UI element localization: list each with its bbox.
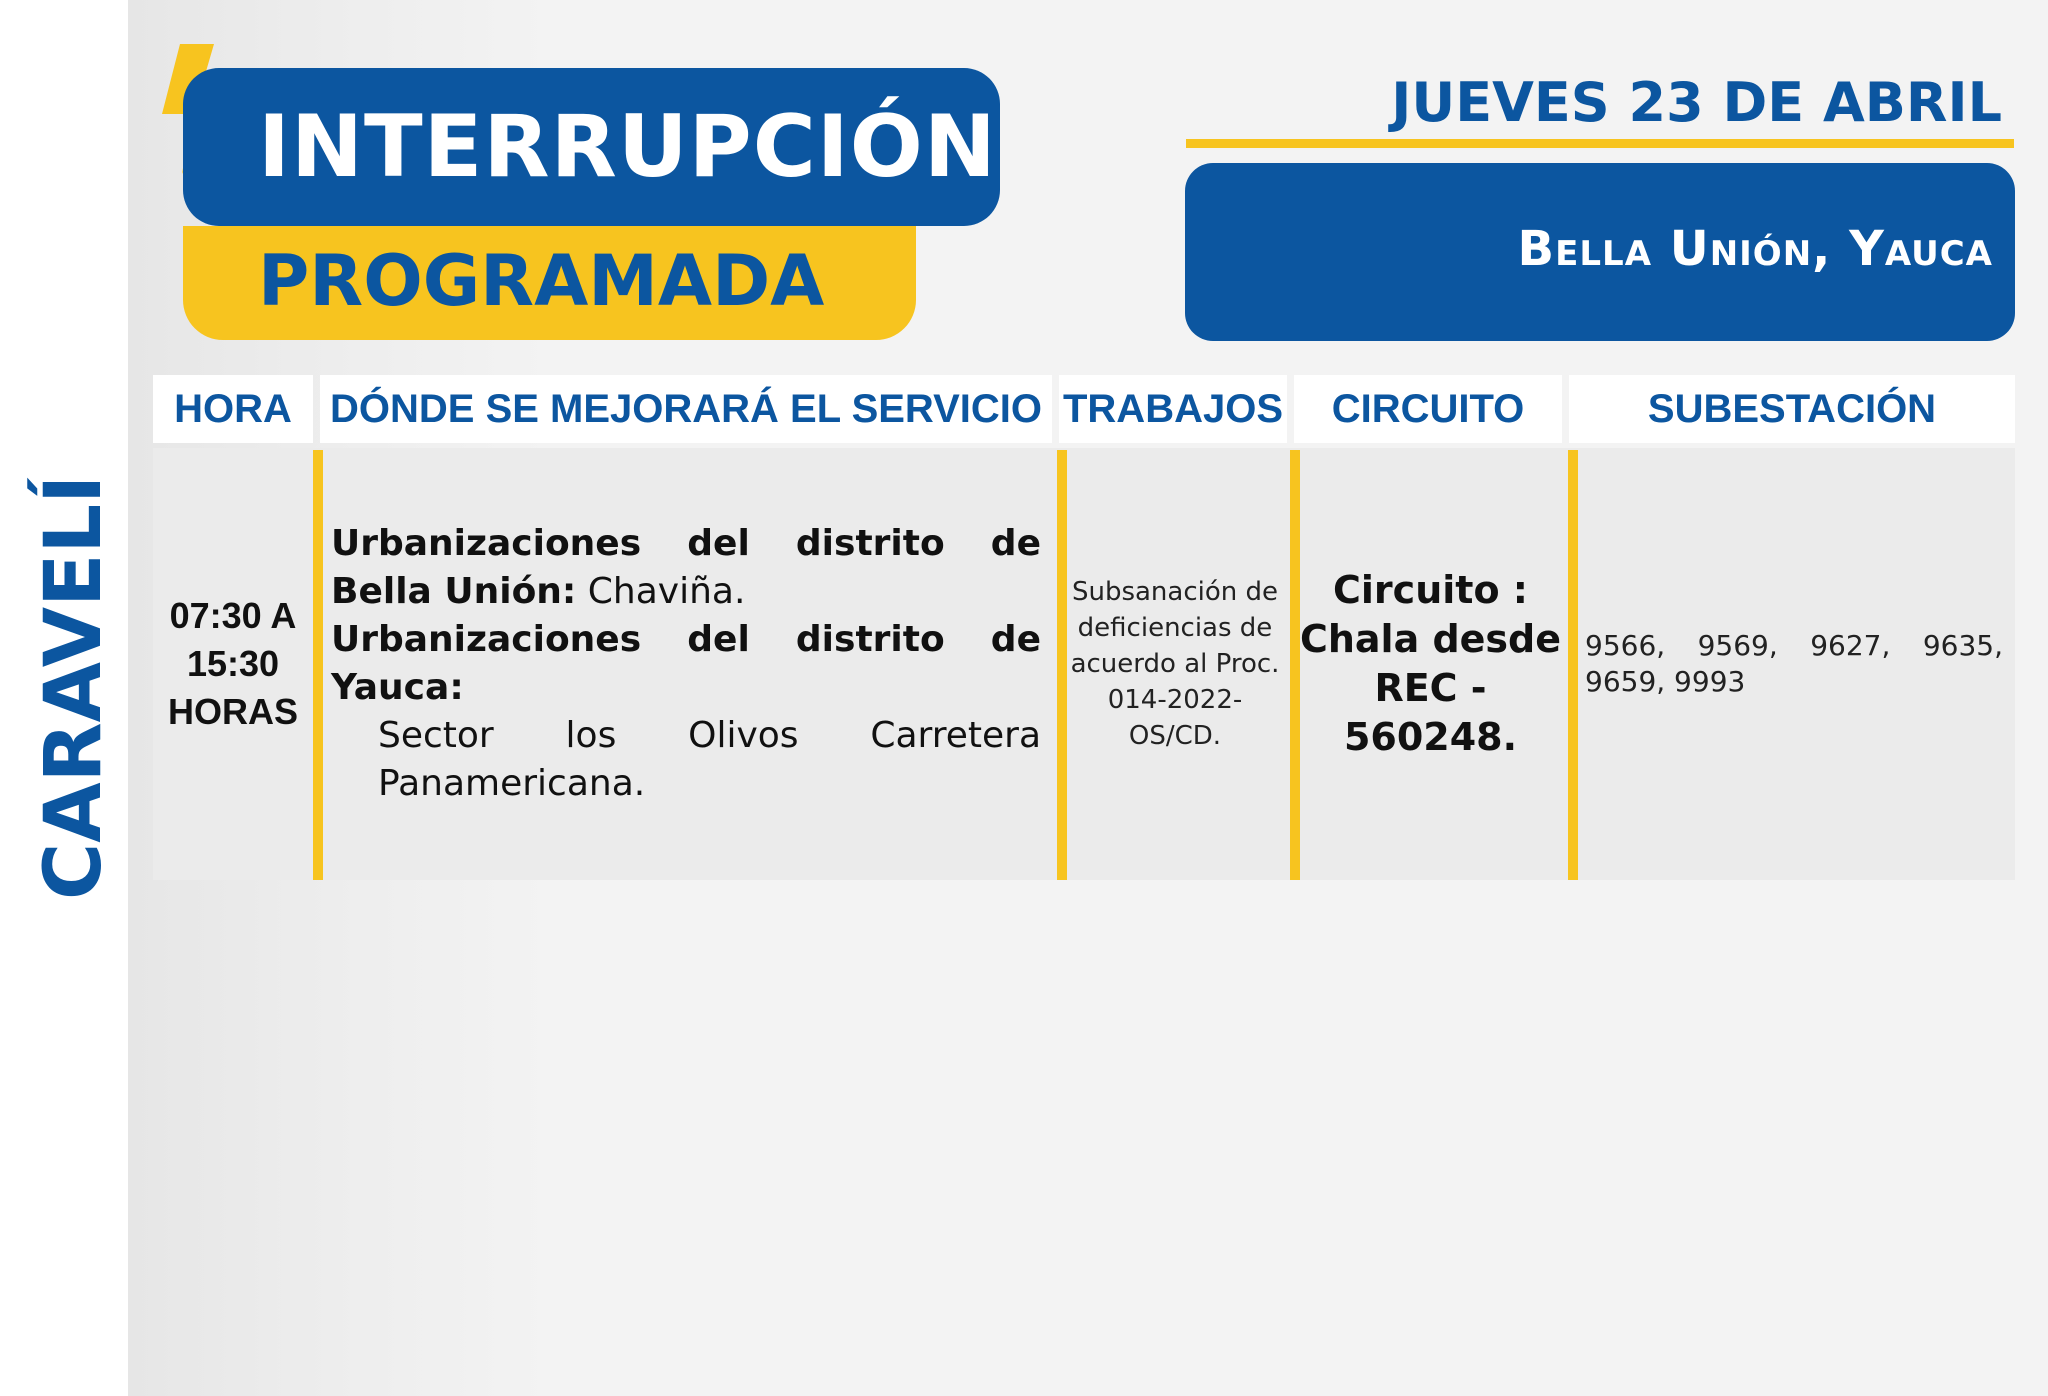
column-separator <box>1290 450 1300 880</box>
hora-end: 15:30 <box>186 643 280 684</box>
col-header-donde: DÓNDE SE MEJORARÁ EL SERVICIO <box>320 375 1052 443</box>
donde-value-1: Chaviña. <box>576 571 746 612</box>
circuito-line-1: Circuito : <box>1333 568 1528 612</box>
circuito-line-3: REC - <box>1374 666 1487 710</box>
location-text: Bella Unión, Yauca <box>1517 221 1993 277</box>
cell-donde <box>323 448 1049 880</box>
cell-trabajos <box>1063 448 1287 880</box>
col-header-hora: HORA <box>153 375 313 443</box>
circuito-line-2: Chala desde <box>1299 617 1562 661</box>
trabajos-text: Subsanación de deficiencias de acuerdo al Proc. 014-2022-OS/CD. <box>1070 577 1280 751</box>
donde-entry-2 <box>331 616 1041 712</box>
hora-start: 07:30 A <box>169 595 297 636</box>
cell-circuito <box>1299 448 1562 880</box>
col-header-subestacion: SUBESTACIÓN <box>1569 375 2015 443</box>
cell-subestacion <box>1573 448 2015 880</box>
province-label <box>24 800 84 900</box>
donde-district-1: Urbanizaciones del distrito de Bella Unión: <box>331 523 1041 612</box>
location-banner <box>1185 163 2015 341</box>
date-label: JUEVES 23 DE ABRIL <box>1391 71 2002 134</box>
title-banner <box>183 68 1000 226</box>
circuito-line-4: 560248. <box>1343 715 1518 759</box>
title-text: INTERRUPCIÓN <box>258 97 997 197</box>
hora-unit: HORAS <box>167 691 298 732</box>
table-header <box>153 375 2015 443</box>
date-underline <box>1186 139 2014 148</box>
donde-entry-1 <box>331 520 1041 616</box>
column-separator <box>313 450 323 880</box>
col-header-circuito: CIRCUITO <box>1294 375 1562 443</box>
subestacion-text: 9566, 9569, 9627, 9635, 9659, 9993 <box>1585 629 2003 698</box>
table-row <box>153 448 2015 880</box>
column-separator <box>1568 450 1578 880</box>
subtitle-banner <box>183 226 916 340</box>
subtitle-text: PROGRAMADA <box>258 240 825 322</box>
col-header-trabajos: TRABAJOS <box>1059 375 1287 443</box>
cell-hora <box>153 448 313 880</box>
column-separator <box>1057 450 1067 880</box>
donde-value-2: Sector los Olivos Carretera Panamericana. <box>378 715 1041 804</box>
donde-district-2: Urbanizaciones del distrito de Yauca: <box>331 619 1041 708</box>
